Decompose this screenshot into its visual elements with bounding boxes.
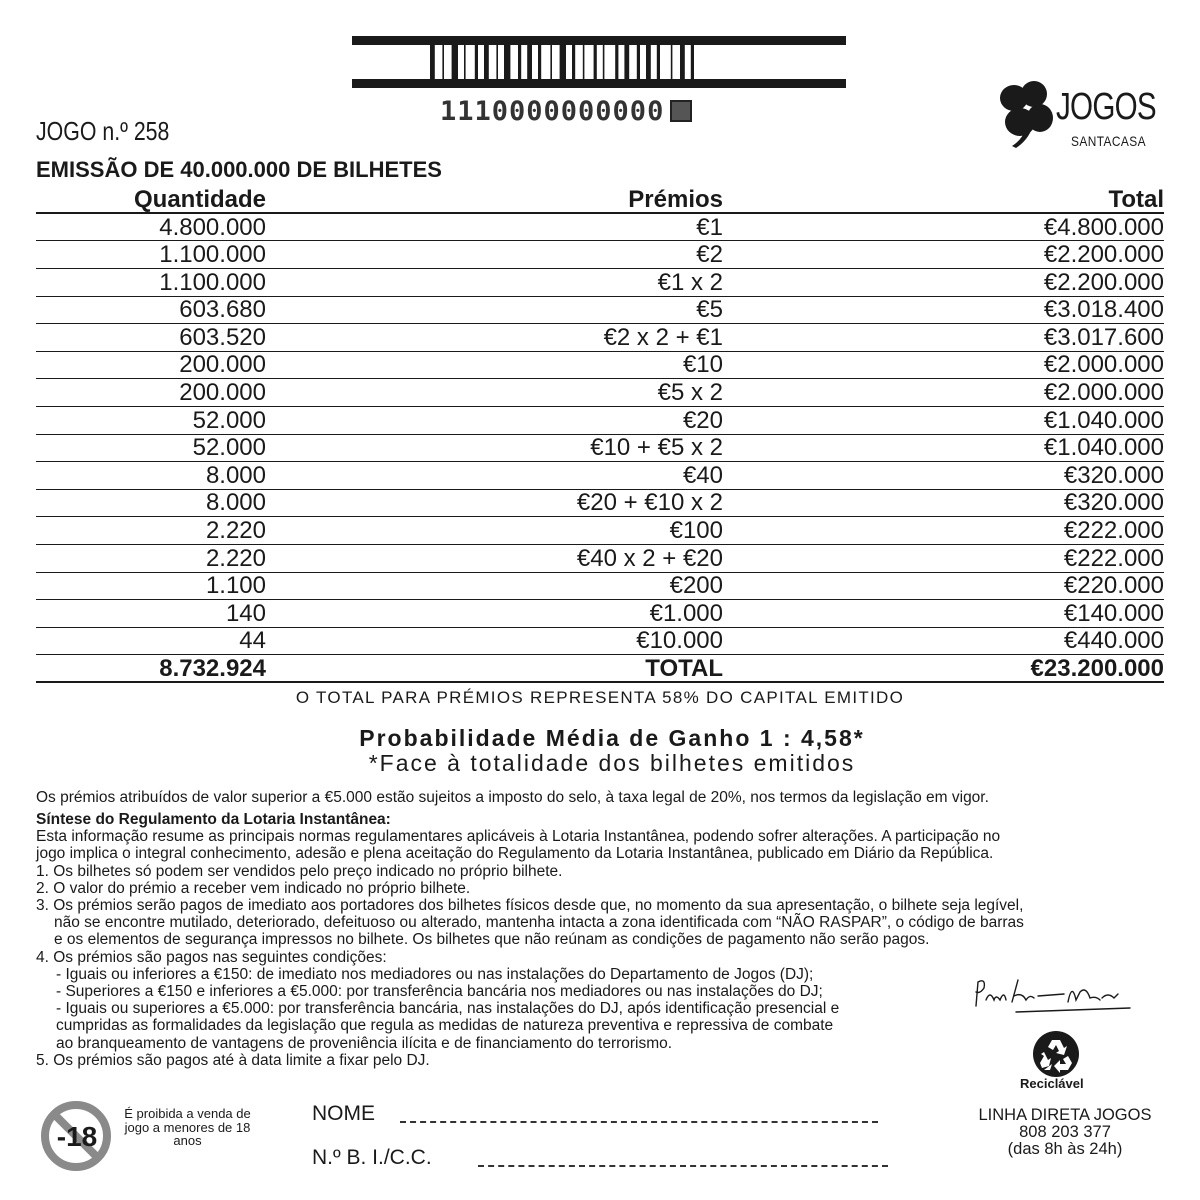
barcode-bar	[475, 45, 478, 79]
table-row	[36, 379, 1164, 407]
barcode-bar	[560, 45, 566, 79]
row-prize: €2 x 2 + €1	[603, 323, 723, 351]
row-prize: €1.000	[649, 599, 723, 627]
barcode-bar	[538, 45, 541, 79]
barcode-bar	[496, 45, 498, 79]
rules-line: e os elementos de segurança impressos no bilhete. Os bilhetes que não reúnam as condições de pagamento não serão pagos.	[54, 931, 930, 949]
table-row	[36, 213, 1164, 241]
barcode-bar	[430, 45, 435, 79]
barcode-bar	[624, 45, 629, 79]
table-row	[36, 517, 1164, 545]
row-prize: €40	[682, 461, 723, 489]
rules-line: 2. O valor do prémio a receber vem indicado no próprio bilhete.	[36, 879, 471, 897]
row-total: €220.000	[1063, 572, 1164, 600]
barcode-bar	[583, 45, 585, 79]
row-quantity: 52.000	[192, 406, 266, 434]
table-row	[36, 324, 1164, 352]
row-total: €3.018.400	[1043, 296, 1164, 324]
row-quantity: 603.520	[179, 323, 266, 351]
rules-summary	[36, 811, 1176, 1069]
row-total: €2.200.000	[1043, 241, 1164, 269]
row-quantity: 1.100	[205, 572, 266, 600]
probability: Probabilidade Média de Ganho 1 : 4,58*	[359, 725, 865, 751]
row-total: €440.000	[1063, 627, 1164, 655]
row-total: €2.000.000	[1043, 351, 1164, 379]
rules-line: - Superiores a €150 e inferiores a €5.000: por transferência bancária nos mediadores ou nas instalações do DJ;	[56, 983, 823, 1001]
rules-line: 1. Os bilhetes só podem ser vendidos pelo preço indicado no próprio bilhete.	[36, 862, 563, 880]
row-total: €1.040.000	[1043, 406, 1164, 434]
table-row	[36, 296, 1164, 324]
row-prize: €5	[696, 296, 723, 324]
barcode-bar	[550, 45, 552, 79]
row-prize: €1 x 2	[657, 268, 723, 296]
name-label: NOME	[312, 1102, 375, 1125]
rules-line: Esta informação resume as principais normas regulamentares aplicáveis à Lotaria Instantânea, podendo sofrer alterações. A participação no	[36, 828, 1001, 846]
total-note: O TOTAL PARA PRÉMIOS REPRESENTA 58% DO CAPITAL EMITIDO	[295, 688, 905, 707]
row-total: €4.800.000	[1043, 213, 1164, 241]
emission-title: EMISSÃO DE 40.000.000 DE BILHETES	[36, 157, 442, 182]
table-row	[36, 544, 1164, 572]
row-quantity: 2.220	[205, 544, 266, 572]
row-quantity: 2.220	[205, 516, 266, 544]
table-row	[36, 241, 1164, 269]
row-total: €222.000	[1063, 516, 1164, 544]
row-prize: €2	[696, 241, 723, 269]
barcode-bar	[504, 45, 510, 79]
rules-line: 5. Os prémios são pagos até à data limite a fixar pelo DJ.	[36, 1051, 430, 1069]
probability-note: *Face à totalidade dos bilhetes emitidos	[368, 750, 856, 776]
logo-name: JOGOS	[1056, 86, 1156, 128]
table-row	[36, 489, 1164, 517]
barcode-bar	[646, 45, 651, 79]
row-quantity: 8.000	[205, 489, 266, 517]
row-total: €3.017.600	[1043, 323, 1164, 351]
signature	[968, 972, 1148, 1020]
barcode-number: 1110000000000	[440, 96, 692, 127]
row-total: €222.000	[1063, 544, 1164, 572]
row-total: €320.000	[1063, 489, 1164, 517]
tax-note: Os prémios atribuídos de valor superior a €5.000 estão sujeitos a imposto do selo, à taxa legal de 20%, nos termos da legislação em vigor.	[36, 789, 989, 806]
row-prize: €20	[682, 406, 723, 434]
row-quantity: 1.100.000	[159, 268, 266, 296]
rules-line: cumpridas as formalidades da legislação que regula as medidas de natureza preventiva e repressiva de combate	[56, 1017, 834, 1035]
no-under-18-icon	[40, 1100, 112, 1172]
row-quantity: 603.680	[179, 296, 266, 324]
barcode	[352, 36, 846, 88]
row-prize: €20 + €10 x 2	[576, 489, 723, 517]
rules-line: jogo implica o integral conhecimento, adesão e plena aceitação do Regulamento da Lotaria Instantânea, publicado em Diário da República.	[36, 845, 994, 863]
recycle-icon	[1032, 1030, 1080, 1078]
name-field[interactable]	[400, 1121, 878, 1123]
table-row	[36, 406, 1164, 434]
barcode-bar	[615, 45, 618, 79]
column-header-quantity: Quantidade	[133, 186, 266, 213]
row-prize: €10 + €5 x 2	[590, 434, 723, 462]
row-total: €2.000.000	[1043, 379, 1164, 406]
table-row	[36, 572, 1164, 600]
total-amount: €23.200.000	[1030, 654, 1164, 682]
table-total-row	[36, 655, 1164, 683]
table-row	[36, 627, 1164, 655]
column-header-total: Total	[1108, 186, 1164, 213]
table-row	[36, 351, 1164, 379]
rules-line: ao branqueamento de vantagens de proveniência ilícita e de financiamento do terrorismo.	[56, 1034, 673, 1052]
hotline-number: 808 203 377	[1019, 1123, 1111, 1141]
rules-line: não se encontre mutilado, deteriorado, defeituoso ou alterado, mantenha intacta a zona identificada com “NÃO RASPAR”, o código de barras	[54, 914, 1024, 932]
row-prize: €10	[682, 351, 723, 379]
barcode-bar	[518, 45, 521, 79]
total-quantity: 8.732.924	[159, 654, 266, 682]
rules-line: 3. Os prémios serão pagos de imediato aos portadores dos bilhetes físicos desde que, no momento da sua apresentação, o bilhete seja legível,	[36, 897, 1024, 915]
row-prize: €200	[669, 572, 723, 600]
barcode-bar	[464, 45, 466, 79]
table-row	[36, 434, 1164, 462]
row-prize: €100	[669, 516, 723, 544]
id-field[interactable]	[478, 1165, 888, 1167]
barcode-bar	[637, 45, 640, 79]
row-quantity: 200.000	[179, 379, 266, 406]
game-number: JOGO n.º 258	[36, 116, 170, 146]
row-total: €2.200.000	[1043, 268, 1164, 296]
table-row	[36, 600, 1164, 628]
rules-title: Síntese do Regulamento da Lotaria Instantânea:	[36, 811, 391, 828]
row-quantity: 1.100.000	[159, 241, 266, 269]
barcode-bar	[572, 45, 575, 79]
barcode-bar	[691, 45, 694, 79]
barcode-bar	[603, 45, 605, 79]
hotline-hours: (das 8h às 24h)	[1007, 1140, 1123, 1158]
barcode-square-icon	[670, 100, 692, 122]
hotline-title: LINHA DIRETA JOGOS	[978, 1106, 1152, 1124]
rules-line: - Iguais ou superiores a €5.000: por transferência bancária, nas instalações do DJ, após identificação presencial e	[56, 1000, 840, 1018]
table-row	[36, 462, 1164, 490]
barcode-bar	[671, 45, 673, 79]
barcode-bar	[657, 45, 660, 79]
column-header-prizes: Prémios	[628, 186, 723, 213]
total-label: TOTAL	[645, 654, 723, 682]
rules-line: - Iguais ou inferiores a €150: de imediato nos mediadores ou nas instalações do Departamento de Jogos (DJ);	[56, 965, 814, 983]
barcode-bar	[442, 45, 444, 79]
row-quantity: 8.000	[205, 461, 266, 489]
rules-line: 4. Os prémios são pagos nas seguintes condições:	[36, 948, 387, 966]
row-quantity: 140	[225, 599, 266, 627]
row-quantity: 44	[239, 627, 266, 655]
table-header-row	[36, 187, 1164, 213]
row-prize: €1	[696, 213, 723, 241]
prize-table	[36, 187, 1164, 683]
row-total: €1.040.000	[1043, 434, 1164, 462]
row-quantity: 4.800.000	[159, 213, 266, 241]
row-total: €140.000	[1063, 599, 1164, 627]
hotline	[948, 1107, 1182, 1158]
logo-subtitle: SANTACASA	[1071, 133, 1147, 149]
age-note: É proibida a venda de jogo a menores de 18 anos	[124, 1106, 251, 1148]
barcode-bars	[352, 36, 846, 88]
row-prize: €10.000	[636, 627, 723, 655]
barcode-bar	[484, 45, 489, 79]
barcode-bar	[594, 45, 597, 79]
barcode-bar	[452, 45, 458, 79]
row-prize: €5 x 2	[657, 379, 723, 406]
row-total: €320.000	[1063, 461, 1164, 489]
row-prize: €40 x 2 + €20	[576, 544, 723, 572]
table-row	[36, 268, 1164, 296]
barcode-bar	[680, 45, 685, 79]
row-quantity: 52.000	[192, 434, 266, 462]
barcode-bar	[527, 45, 532, 79]
age-badge-label: -18	[56, 1121, 98, 1152]
row-quantity: 200.000	[179, 351, 266, 379]
id-label: N.º B. I./C.C.	[312, 1146, 432, 1169]
recycle-label: Reciclável	[1020, 1076, 1084, 1091]
